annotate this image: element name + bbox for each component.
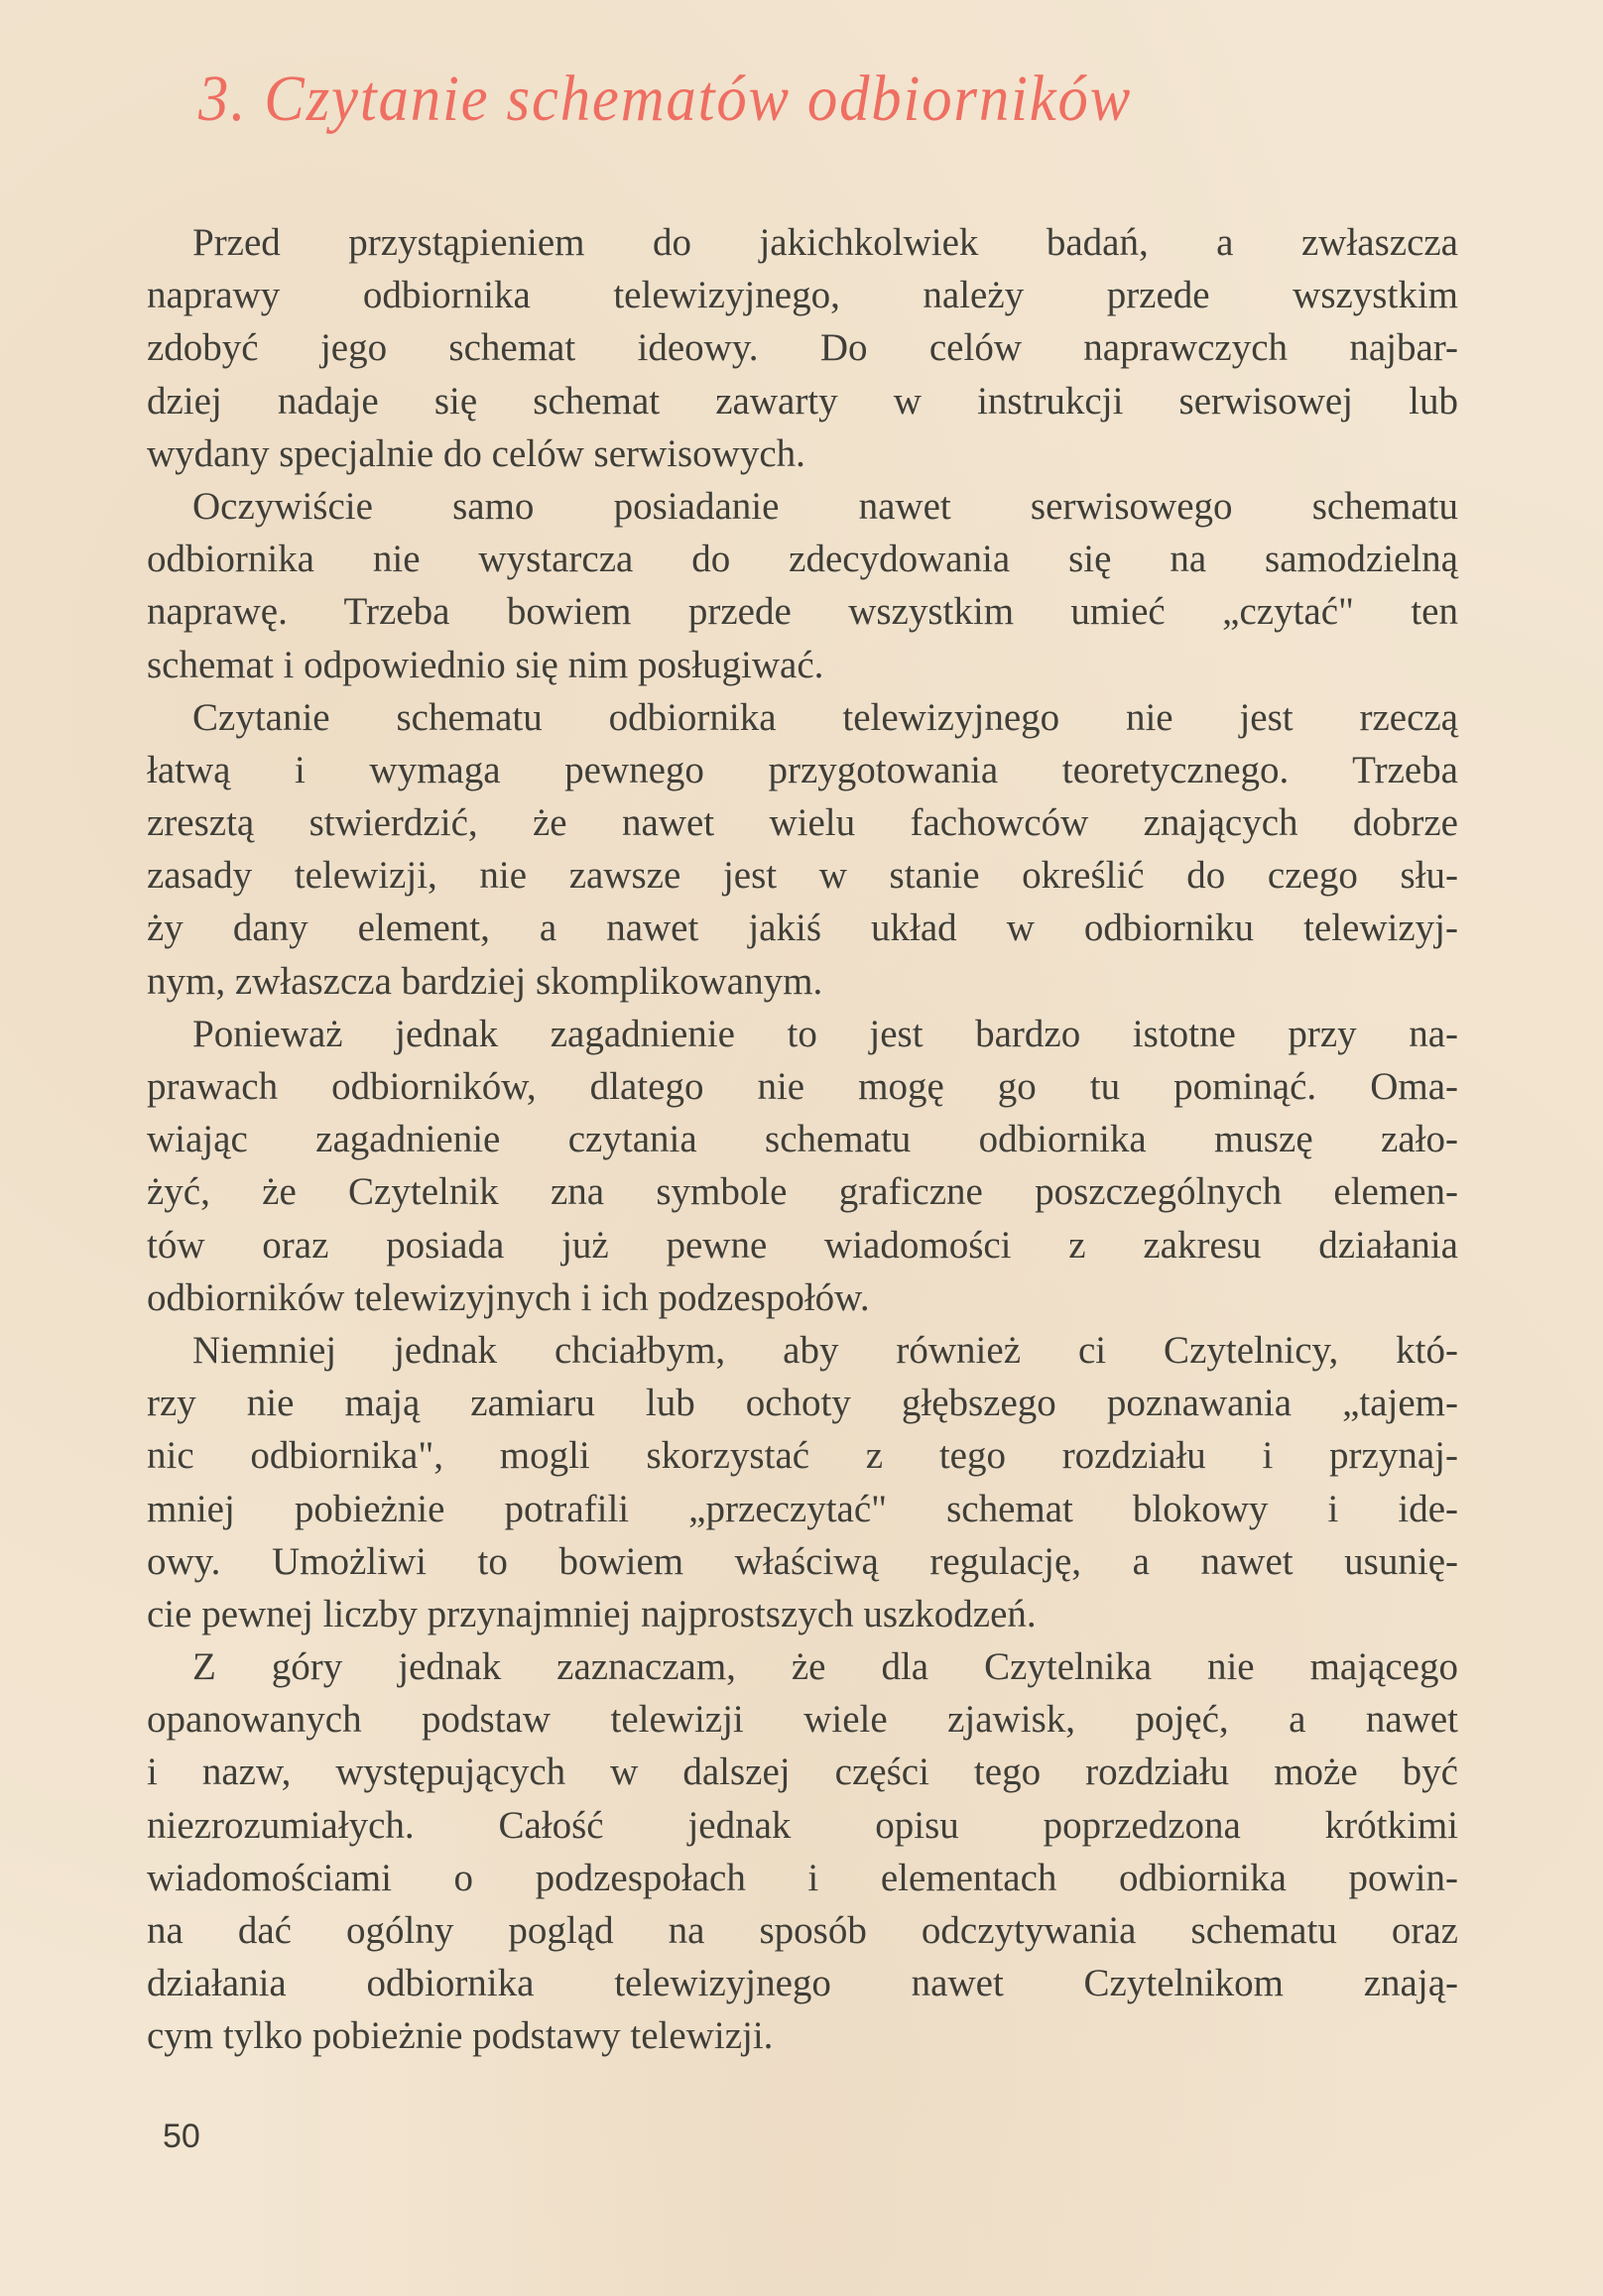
page-number: 50 (163, 2117, 200, 2155)
text-line: Czytanie schematu odbiornika telewizyjnego nie jest rzeczą (192, 695, 1458, 739)
text-line: ży dany element, a nawet jakiś układ w odbiorniku telewizyj- (147, 906, 1458, 950)
text-line: na dać ogólny pogląd na sposób odczytywania schematu oraz (147, 1909, 1458, 1952)
text-line: dziej nadaje się schemat zawarty w instrukcji serwisowej lub (147, 379, 1458, 423)
paragraph-2 (147, 480, 1458, 691)
paragraph-4 (147, 1008, 1458, 1324)
body-text (147, 216, 1458, 2063)
text-line: Oczywiście samo posiadanie nawet serwisowego schematu (192, 484, 1458, 528)
text-line: odbiorników telewizyjnych i ich podzespołów. (147, 1275, 870, 1319)
text-line: cie pewnej liczby przynajmniej najprostszych uszkodzeń. (147, 1592, 1037, 1635)
text-line: wiając zagadnienie czytania schematu odbiornika muszę zało- (147, 1118, 1458, 1161)
text-line: wiadomościami o podzespołach i elementach odbiornika powin- (147, 1856, 1458, 1899)
text-line: żyć, że Czytelnik zna symbole graficzne poszczególnych elemen- (147, 1170, 1458, 1214)
text-line: prawach odbiorników, dlatego nie mogę go tu pominąć. Oma- (147, 1065, 1458, 1108)
text-line: schemat i odpowiednio się nim posługiwać. (147, 643, 824, 686)
paragraph-6 (147, 1640, 1458, 2063)
text-line: działania odbiornika telewizyjnego nawet Czytelnikom znają- (147, 1962, 1458, 2005)
chapter-title: 3. Czytanie schematów odbiorników (198, 62, 1133, 135)
text-line: naprawę. Trzeba bowiem przede wszystkim umieć „czytać" ten (147, 590, 1458, 634)
text-line: rzy nie mają zamiaru lub ochoty głębszego poznawania „tajem- (147, 1382, 1458, 1425)
text-line: Ponieważ jednak zagadnienie to jest bardzo istotne przy na- (192, 1012, 1458, 1055)
text-line: nym, zwłaszcza bardziej skomplikowanym. (147, 959, 823, 1003)
text-line: nic odbiornika", mogli skorzystać z tego rozdziału i przynaj- (147, 1434, 1458, 1478)
text-line: zdobyć jego schemat ideowy. Do celów naprawczych najbar- (147, 326, 1458, 370)
text-line: zasady telewizji, nie zawsze jest w stanie określić do czego słu- (147, 854, 1458, 898)
text-line: niezrozumiałych. Całość jednak opisu poprzedzona krótkimi (147, 1803, 1458, 1847)
text-line: odbiornika nie wystarcza do zdecydowania się na samodzielną (147, 538, 1458, 581)
text-line: Niemniej jednak chciałbym, aby również ci Czytelnicy, któ- (192, 1328, 1458, 1372)
paragraph-3 (147, 691, 1458, 1008)
text-line: wydany specjalnie do celów serwisowych. (147, 431, 805, 475)
text-line: naprawy odbiornika telewizyjnego, należy przede wszystkim (147, 274, 1458, 317)
text-line: opanowanych podstaw telewizji wiele zjawisk, pojęć, a nawet (147, 1698, 1458, 1742)
paragraph-5 (147, 1324, 1458, 1640)
paragraph-1 (147, 216, 1458, 480)
text-line: zresztą stwierdzić, że nawet wielu fachowców znających dobrze (147, 801, 1458, 845)
text-line: tów oraz posiada już pewne wiadomości z zakresu działania (147, 1223, 1458, 1267)
text-line: owy. Umożliwi to bowiem właściwą regulację, a nawet usunię- (147, 1539, 1458, 1583)
text-line: mniej pobieżnie potrafili „przeczytać" schemat blokowy i ide- (147, 1487, 1458, 1530)
text-line: i nazw, występujących w dalszej części tego rozdziału może być (147, 1751, 1458, 1794)
text-line: cym tylko pobieżnie podstawy telewizji. (147, 2014, 774, 2058)
text-line: Przed przystąpieniem do jakichkolwiek badań, a zwłaszcza (192, 221, 1458, 264)
text-line: Z góry jednak zaznaczam, że dla Czytelnika nie mającego (192, 1645, 1458, 1689)
text-line: łatwą i wymaga pewnego przygotowania teoretycznego. Trzeba (147, 748, 1458, 791)
